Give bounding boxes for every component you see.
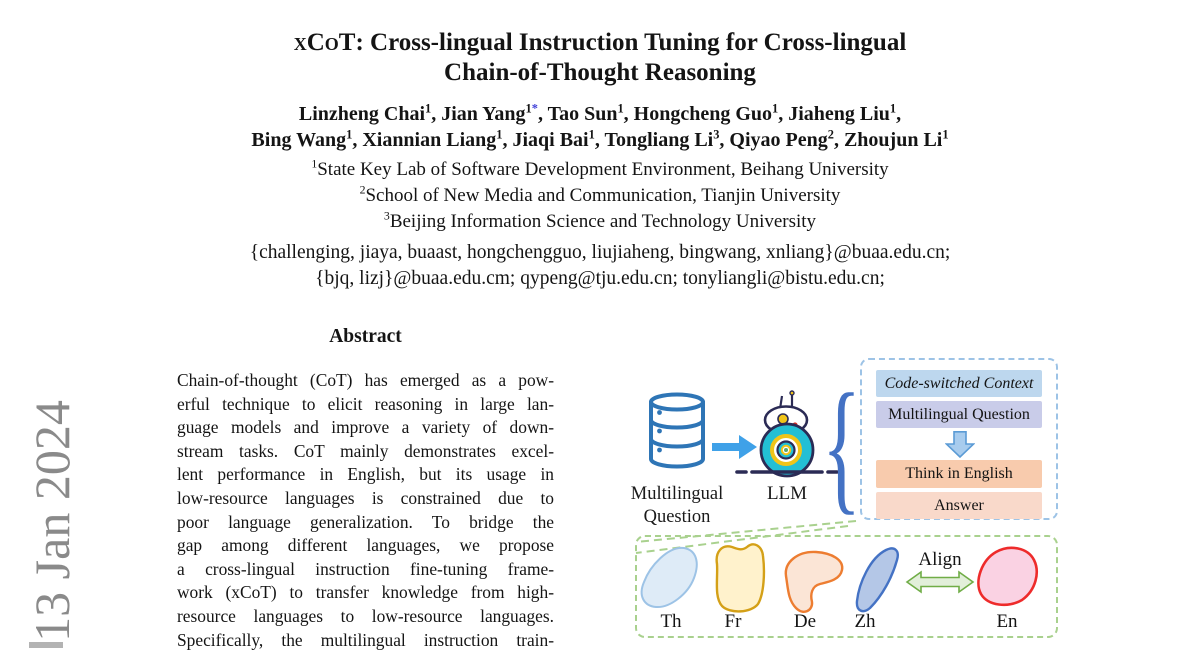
author: Tao Sun$^1$,: [547, 101, 634, 125]
email-line-2: {bjq, lizj}@buaa.edu.cm; qypeng@tju.edu.cn; tonyliangli@bistu.edu.cn;: [315, 268, 885, 289]
author-line-2: [0, 127, 1200, 153]
database-icon: [651, 395, 703, 467]
email-line-1: {challenging, jiaya, buaast, hongchengguo, liujiaheng, bingwang, xnliang}@buaa.edu.cn;: [249, 242, 951, 263]
language-label-en: En: [996, 611, 1018, 632]
author-line-1: [0, 101, 1200, 127]
author: Bing Wang$^1$,: [251, 127, 363, 151]
arxiv-banner-fragment: [29, 642, 63, 648]
author: Tongliang Li$^3$,: [604, 127, 730, 151]
database-label: Multilingual Question: [630, 484, 724, 527]
flow-arrow-icon: [712, 435, 757, 459]
page-title: [0, 28, 1200, 58]
affiliation-1: $^1$State Key Lab of Software Development Environment, Beihang University: [311, 157, 889, 180]
author: Hongcheng Guo$^1$,: [633, 101, 789, 125]
language-label-de: De: [793, 611, 817, 632]
author: Qiyao Peng$^2$,: [729, 127, 844, 151]
corresponding-author-star: *: [531, 101, 538, 116]
author: Jian Yang$^{1*}$,: [441, 101, 548, 125]
author: Jiaheng Liu$^1$,: [788, 101, 902, 125]
author: Jiaqi Bai$^1$,: [512, 127, 605, 151]
title-rest: : Cross-lingual Instruction Tuning for Cross-lingual: [355, 29, 907, 56]
affiliation-3: $^3$Beijing Information Science and Technology University: [383, 209, 817, 232]
align-label: Align: [918, 549, 962, 570]
context-row-multilingual-question: Multilingual Question: [876, 401, 1042, 428]
affiliation-2: $^2$School of New Media and Communication, Tianjin University: [359, 183, 841, 206]
language-label-th: Th: [660, 611, 682, 632]
arxiv-banner-date: 13 Jan 2024: [24, 400, 80, 642]
context-row-think-in-english: Think in English: [876, 460, 1042, 488]
author: Xiannian Liang$^1$,: [362, 127, 513, 151]
down-arrow-icon: [945, 431, 975, 458]
abstract-section: [177, 326, 554, 652]
author: Zhoujun Li$^1$: [843, 127, 949, 151]
llm-label: LLM: [766, 483, 808, 504]
author: Linzheng Chai$^1$,: [298, 101, 442, 125]
brace-connector: {: [822, 364, 862, 528]
context-row-answer: Answer: [876, 492, 1042, 519]
page-title-line2: Chain-of-Thought Reasoning: [444, 59, 756, 86]
language-label-fr: Fr: [724, 611, 742, 632]
teaser-figure: [620, 350, 1080, 648]
context-row-code-switched: Code-switched Context: [876, 370, 1042, 397]
paper-brand: xCoT: [293, 29, 356, 56]
abstract-body: Chain-of-thought (CoT) has emerged as a pow- erful technique to elicit reasoning in large lan- guage models and improve a variety of down- stream tasks. CoT mainly demonstrates excel- lent performance in English, but its usage in low-resource languages is constrained due to poor language generalization. To bridge the gap among different languages, we propose a cross-lingual instruction fine-tuning frame- work (xCoT) to transfer knowledge from high- resource languages to low-resource languages. Specifically, the multilingual instruction train-: [177, 370, 554, 650]
abstract-heading: Abstract: [329, 326, 402, 347]
context-box: [860, 358, 1058, 520]
language-label-zh: Zh: [854, 611, 876, 632]
